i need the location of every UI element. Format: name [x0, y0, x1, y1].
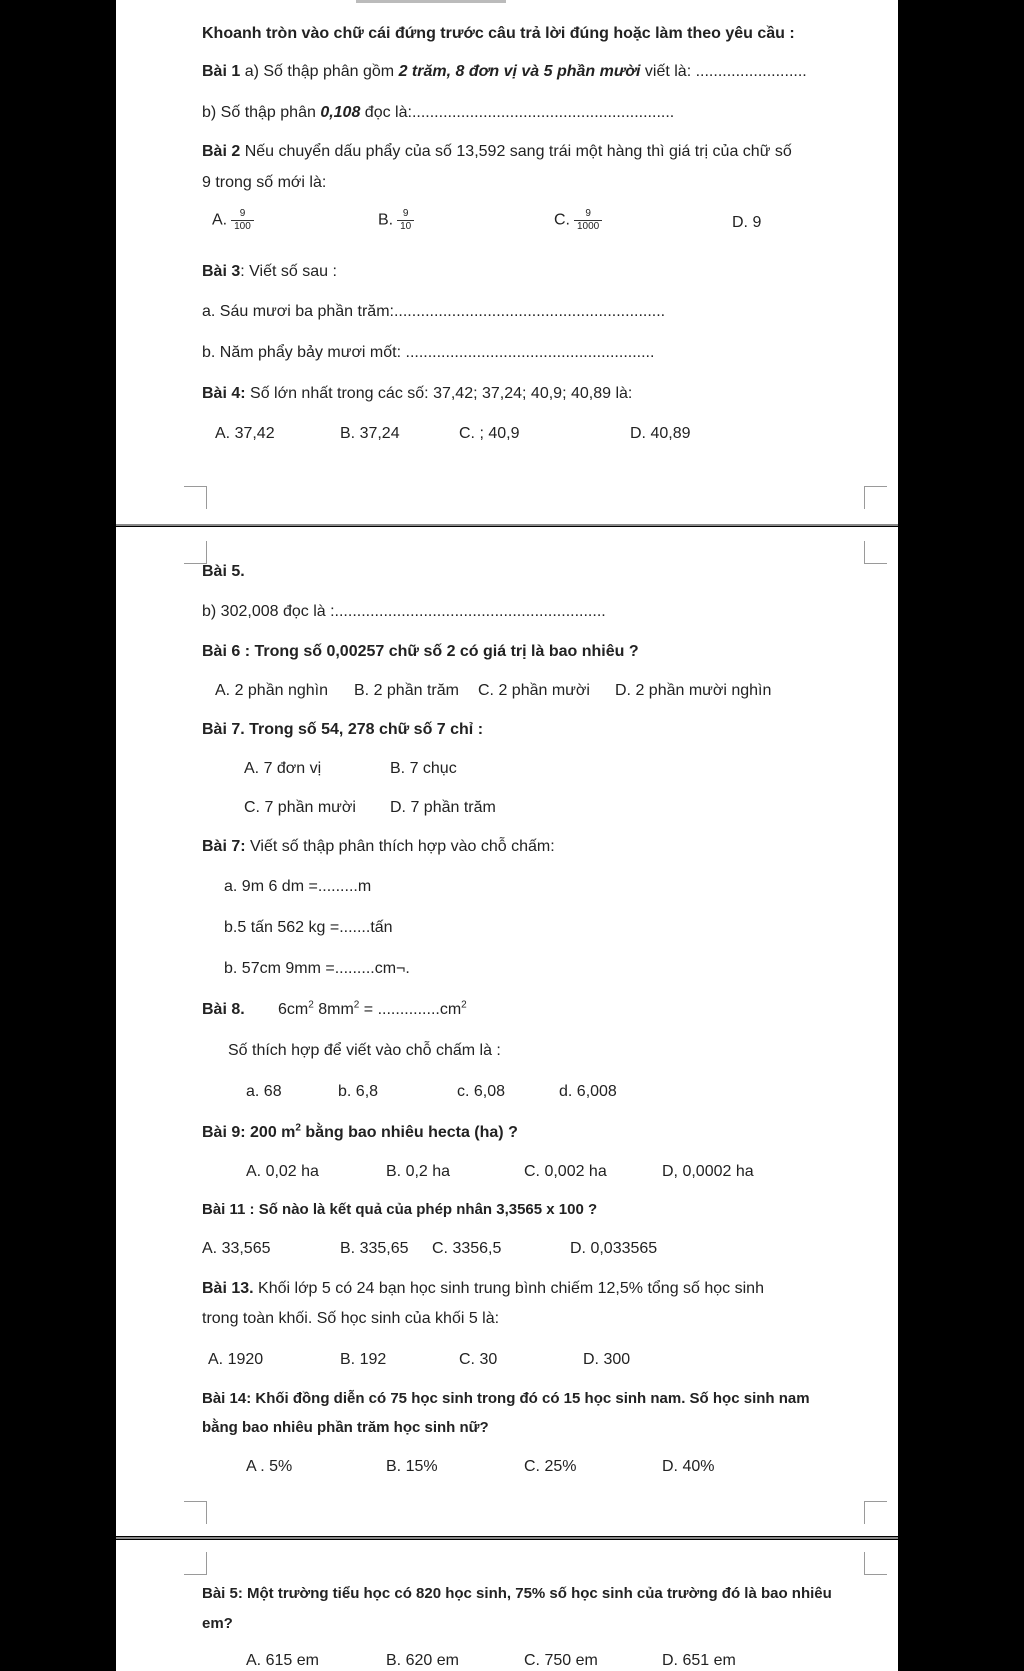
bai2-text-1: Nếu chuyển dấu phẩy của số 13,592 sang trái một hàng thì giá trị của chữ số: [240, 143, 792, 160]
fraction-numerator: 9: [574, 208, 602, 221]
bai3-a: a. Sáu mươi ba phần trăm:.............................................................: [202, 303, 666, 320]
bai7a-option-d: D. 7 phần trăm: [390, 799, 496, 816]
bai2-line-2: 9 trong số mới là:: [202, 174, 327, 191]
superscript: 2: [353, 999, 360, 1011]
bai14-line-1: Bài 14: Khối đồng diễn có 75 học sinh trong đó có 15 học sinh nam. Số học sinh nam: [202, 1390, 810, 1407]
fraction-numerator: 9: [231, 208, 254, 221]
bai1-b-prefix: b) Số thập phân: [202, 104, 321, 121]
bai14-option-a: A . 5%: [246, 1458, 293, 1475]
bai2-option-a: [212, 208, 254, 233]
bai8-expr-part: 6cm: [278, 1001, 309, 1018]
instruction-heading: Khoanh tròn vào chữ cái đứng trước câu trả lời đúng hoặc làm theo yêu cầu :: [202, 25, 795, 42]
page-corner-mark: [864, 1501, 887, 1524]
document-page-3: [116, 1540, 898, 1671]
bai1-a-emphasis: 2 trăm, 8 đơn vị và 5 phần mười: [398, 63, 641, 80]
bai4-option-d: D. 40,89: [630, 425, 691, 442]
bai7a-question: Bài 7. Trong số 54, 278 chữ số 7 chỉ :: [202, 721, 484, 738]
fraction: [397, 208, 414, 233]
bai13-option-c: C. 30: [459, 1351, 498, 1368]
bai9-label: Bài 9:: [202, 1124, 246, 1141]
bai2-option-c-letter: C.: [554, 211, 570, 229]
bai5b-option-d: D. 651 em: [662, 1652, 736, 1669]
bai5b-option-b: B. 620 em: [386, 1652, 459, 1669]
bai7a-option-b: B. 7 chục: [390, 760, 457, 777]
bai7b-item-a: a. 9m 6 dm =.........m: [224, 878, 372, 895]
bai9-text: bằng bao nhiêu hecta (ha) ?: [300, 1124, 518, 1141]
bai8-expression: [278, 1000, 467, 1020]
page-corner-mark: [864, 486, 887, 509]
bai13-line-1: [202, 1279, 764, 1299]
bai4-option-c: C. ; 40,9: [459, 425, 520, 442]
page-corner-mark: [184, 541, 207, 564]
bai9-option-a: A. 0,02 ha: [246, 1163, 319, 1180]
bai5b-option-c: C. 750 em: [524, 1652, 598, 1669]
bai7b-item-c: b. 57cm 9mm =.........cm¬.: [224, 960, 410, 977]
bai7a-option-c: C. 7 phần mười: [244, 799, 356, 816]
page-corner-mark: [864, 541, 887, 564]
bai7b-text: Viết số thập phân thích hợp vào chỗ chấm:: [245, 838, 555, 855]
bai11-question: Bài 11 : Số nào là kết quả của phép nhân 3,3565 x 100 ?: [202, 1201, 598, 1218]
fraction-denominator: 1000: [577, 221, 600, 232]
bai2-line-1: [202, 142, 792, 162]
bai7b-question: [202, 837, 555, 857]
bai8-option-c: c. 6,08: [457, 1083, 506, 1100]
bai14-option-b: B. 15%: [386, 1458, 438, 1475]
superscript: 2: [308, 999, 314, 1011]
bai13-option-d: D. 300: [583, 1351, 631, 1368]
document-page-2: [116, 527, 898, 1536]
bai8-option-d: d. 6,008: [559, 1083, 617, 1100]
bai14-option-c: C. 25%: [524, 1458, 577, 1475]
page-divider: [116, 524, 898, 526]
superscript: 2: [461, 999, 467, 1011]
bai1-b-emphasis: 0,108: [320, 104, 361, 121]
bai8-expr-part: = ..............cm: [359, 1001, 462, 1018]
superscript: 2: [295, 1122, 301, 1134]
bai7b-item-b: b.5 tấn 562 kg =.......tấn: [224, 919, 393, 936]
fraction: [574, 208, 602, 233]
bai6-option-b: B. 2 phần trăm: [354, 682, 459, 699]
bai7a-option-a: A. 7 đơn vị: [244, 760, 322, 777]
bai2-label: Bài 2: [202, 143, 241, 160]
bai13-option-b: B. 192: [340, 1351, 387, 1368]
bai13-option-a: A. 1920: [208, 1351, 264, 1368]
bai6-option-a: A. 2 phần nghìn: [215, 682, 328, 699]
bai5b-line-1: Bài 5: Một trường tiểu học có 820 học sinh, 75% số học sinh của trường đó là bao nhiêu: [202, 1585, 832, 1602]
bai14-line-2: bằng bao nhiêu phần trăm học sinh nữ?: [202, 1419, 489, 1436]
bai8-expr-part: 8mm: [313, 1001, 354, 1018]
bai2-option-a-letter: A.: [212, 211, 228, 229]
bai8-label: Bài 8.: [202, 1001, 245, 1018]
bai3-label: Bài 3: [202, 263, 241, 280]
bai4-text: Số lớn nhất trong các số: 37,42; 37,24; 40,9; 40,89 là:: [245, 385, 633, 402]
bai1-line-b: [202, 103, 674, 123]
page-corner-mark: [184, 1552, 207, 1575]
bai11-option-a: A. 33,565: [202, 1240, 271, 1257]
bai13-line-2: trong toàn khối. Số học sinh của khối 5 là:: [202, 1310, 500, 1327]
bai1-label: Bài 1: [202, 63, 241, 80]
bai8-hint: Số thích hợp để viết vào chỗ chấm là :: [228, 1042, 501, 1059]
bai9-question: [202, 1123, 518, 1143]
bai1-b-blank: đọc là:...........................................................: [360, 104, 675, 121]
page-corner-mark: [864, 1552, 887, 1575]
bai13-label: Bài 13.: [202, 1280, 254, 1297]
bai4-question: [202, 384, 632, 404]
bai4-option-a: A. 37,42: [215, 425, 275, 442]
bai11-option-d: D. 0,033565: [570, 1240, 658, 1257]
fraction-denominator: 10: [400, 221, 412, 232]
bai2-option-b: [378, 208, 414, 233]
bai2-option-d: D. 9: [732, 214, 762, 231]
page-divider: [116, 1537, 898, 1539]
bai9-option-d: D, 0,0002 ha: [662, 1163, 754, 1180]
bai5a-b: b) 302,008 đọc là :.............................................................: [202, 603, 606, 620]
bai11-option-b: B. 335,65: [340, 1240, 409, 1257]
bai13-text-1: Khối lớp 5 có 24 bạn học sinh trung bình chiếm 12,5% tổng số học sinh: [253, 1280, 764, 1297]
bai4-option-b: B. 37,24: [340, 425, 400, 442]
bai3-title: : Viết số sau :: [240, 263, 337, 280]
bai1-line-a: [202, 62, 807, 82]
bai11-option-c: C. 3356,5: [432, 1240, 502, 1257]
bai9-option-b: B. 0,2 ha: [386, 1163, 451, 1180]
bai14-option-d: D. 40%: [662, 1458, 715, 1475]
bai3-heading: [202, 262, 337, 282]
bai6-option-d: D. 2 phần mười nghìn: [615, 682, 772, 699]
bai9-expr: 200 m: [245, 1124, 296, 1141]
bai1-a-prefix: a) Số thập phân gồm: [240, 63, 399, 80]
bai5a-label: Bài 5.: [202, 563, 245, 580]
bai6-question: Bài 6 : Trong số 0,00257 chữ số 2 có giá trị là bao nhiêu ?: [202, 643, 639, 660]
page-corner-mark: [184, 1501, 207, 1524]
bai2-option-c: [554, 208, 602, 233]
fraction-numerator: 9: [397, 208, 414, 221]
bai1-a-blank: viết là: .........................: [640, 63, 807, 80]
bai6-option-c: C. 2 phần mười: [478, 682, 590, 699]
document-page-1: [116, 0, 898, 524]
bai4-label: Bài 4:: [202, 385, 246, 402]
fraction-denominator: 100: [234, 221, 251, 232]
bai5b-option-a: A. 615 em: [246, 1652, 319, 1669]
fraction: [231, 208, 254, 233]
page-top-edge: [356, 0, 506, 3]
bai9-option-c: C. 0,002 ha: [524, 1163, 607, 1180]
bai8-option-a: a. 68: [246, 1083, 282, 1100]
bai7b-label: Bài 7:: [202, 838, 246, 855]
bai8-option-b: b. 6,8: [338, 1083, 379, 1100]
bai3-b: b. Năm phẩy bảy mươi mốt: ........................................................: [202, 344, 655, 361]
bai5b-line-2: em?: [202, 1615, 233, 1632]
bai2-option-b-letter: B.: [378, 211, 394, 229]
page-corner-mark: [184, 486, 207, 509]
